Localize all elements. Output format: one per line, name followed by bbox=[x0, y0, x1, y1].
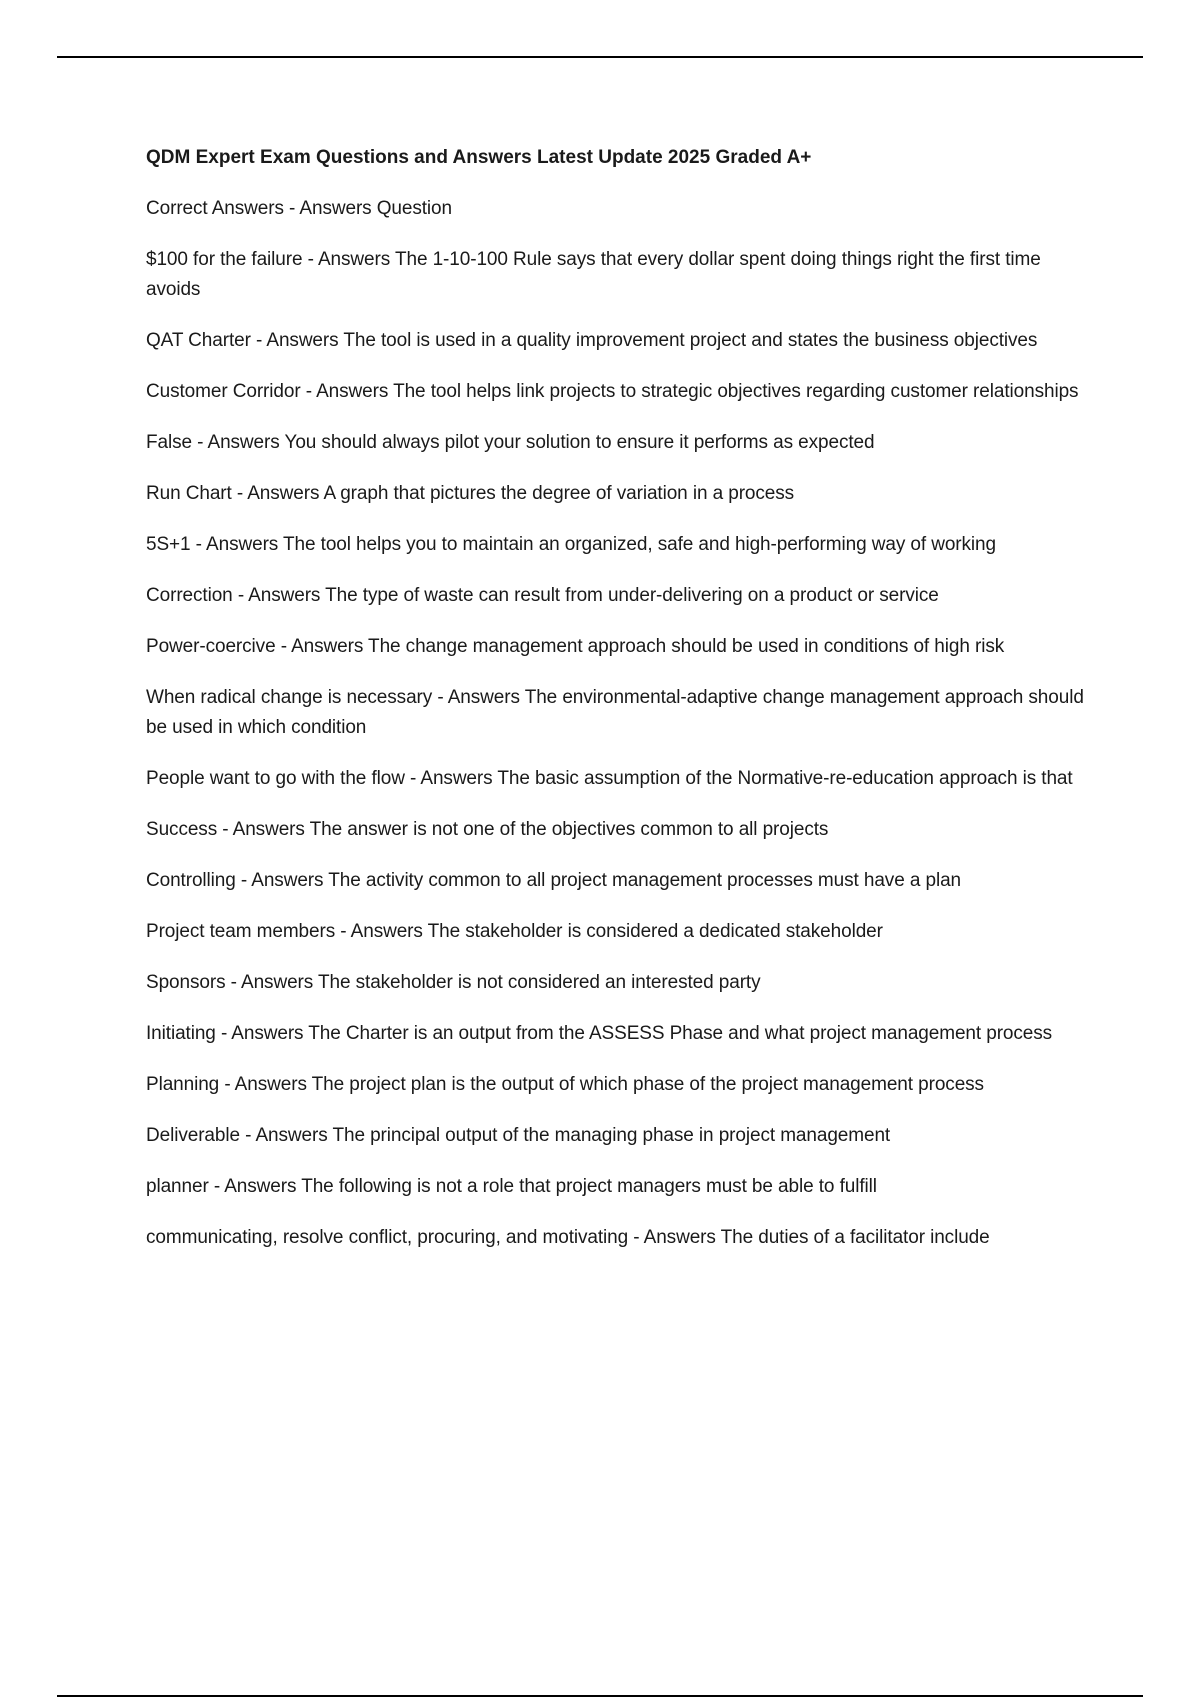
qa-item: Sponsors - Answers The stakeholder is not considered an interested party bbox=[146, 972, 761, 993]
qa-item: Project team members - Answers The stakeholder is considered a dedicated stakeholder bbox=[146, 921, 883, 942]
footer-rule bbox=[57, 1695, 1143, 1697]
qa-item: planner - Answers The following is not a role that project managers must be able to fulfill bbox=[146, 1176, 877, 1197]
qa-item: 5S+1 - Answers The tool helps you to maintain an organized, safe and high-performing way of working bbox=[146, 534, 996, 555]
qa-item: When radical change is necessary - Answers The environmental-adaptive change management approach should be used in which condition bbox=[146, 687, 1084, 738]
qa-item: People want to go with the flow - Answers The basic assumption of the Normative-re-education approach is that bbox=[146, 768, 1073, 789]
qa-item: Correct Answers - Answers Question bbox=[146, 198, 452, 219]
qa-item: Initiating - Answers The Charter is an output from the ASSESS Phase and what project management process bbox=[146, 1023, 1053, 1044]
qa-item: QAT Charter - Answers The tool is used in a quality improvement project and states the business objectives bbox=[146, 330, 1038, 351]
qa-item: Controlling - Answers The activity common to all project management processes must have a plan bbox=[146, 870, 962, 891]
document-title: QDM Expert Exam Questions and Answers Latest Update 2025 Graded A+ bbox=[146, 147, 812, 168]
qa-item: Power-coercive - Answers The change management approach should be used in conditions of high risk bbox=[146, 636, 1005, 657]
qa-item: Correction - Answers The type of waste can result from under-delivering on a product or service bbox=[146, 585, 939, 606]
qa-item: Planning - Answers The project plan is the output of which phase of the project management process bbox=[146, 1074, 984, 1095]
qa-item: Customer Corridor - Answers The tool helps link projects to strategic objectives regarding customer relationships bbox=[146, 381, 1079, 402]
qa-item: Success - Answers The answer is not one of the objectives common to all projects bbox=[146, 819, 829, 840]
qa-item: False - Answers You should always pilot your solution to ensure it performs as expected bbox=[146, 432, 875, 453]
qa-item: communicating, resolve conflict, procuring, and motivating - Answers The duties of a facilitator include bbox=[146, 1227, 990, 1248]
document-body bbox=[146, 145, 1091, 1274]
qa-list bbox=[146, 194, 1091, 1253]
qa-item: Deliverable - Answers The principal output of the managing phase in project management bbox=[146, 1125, 891, 1146]
qa-item: Run Chart - Answers A graph that pictures the degree of variation in a process bbox=[146, 483, 795, 504]
header-rule bbox=[57, 56, 1143, 58]
qa-item: $100 for the failure - Answers The 1-10-100 Rule says that every dollar spent doing things right the first time avoids bbox=[146, 249, 1041, 300]
